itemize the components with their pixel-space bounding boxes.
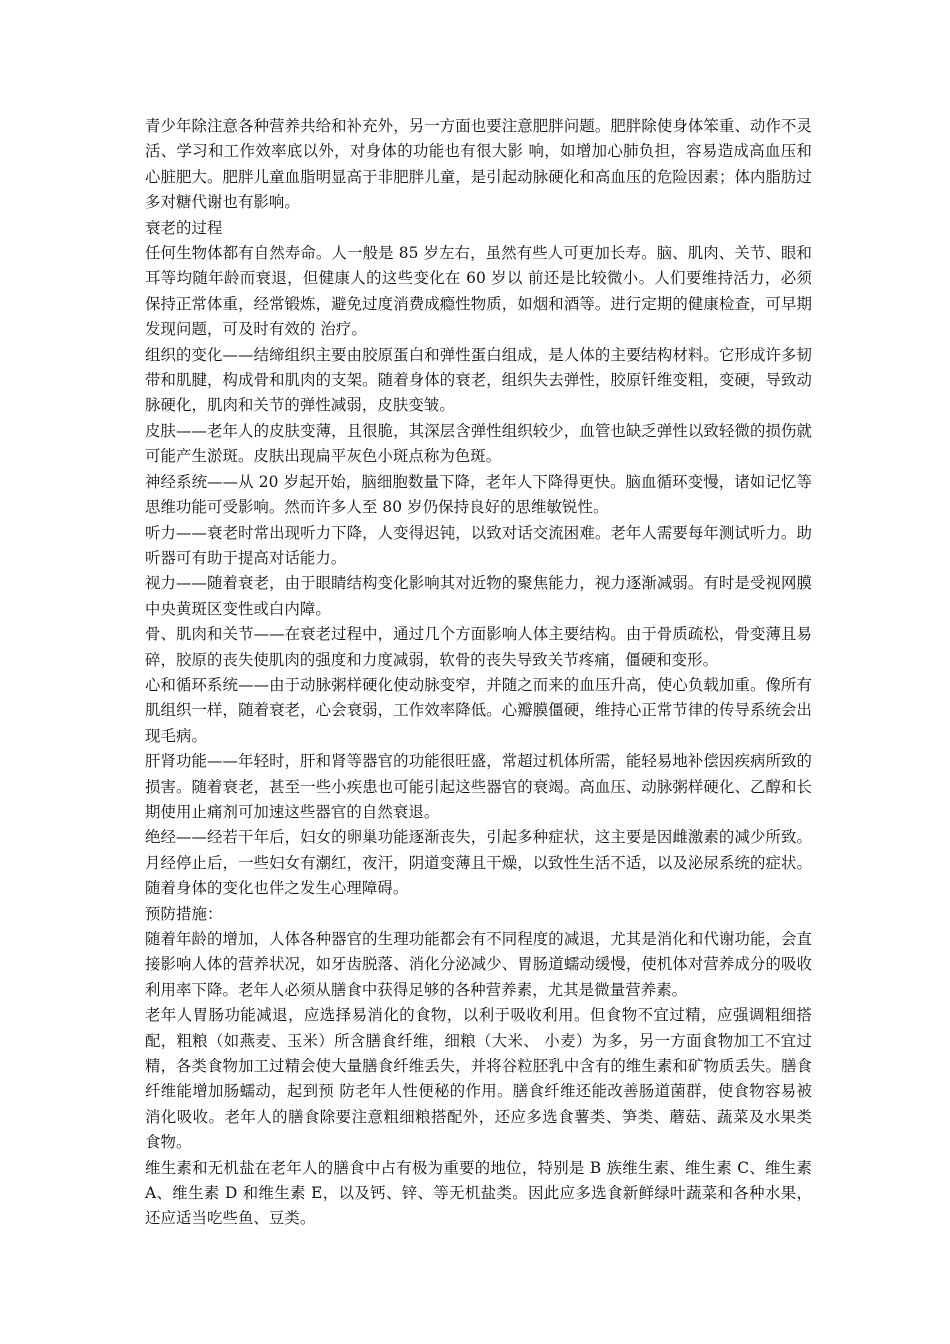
heading-prevention: 预防措施： — [145, 904, 223, 923]
paragraph-organ-decline: 随着年龄的增加，人体各种器官的生理功能都会有不同程度的减退，尤其是消化和代谢功能，会直接影响人体的营养状况，如牙齿脱落、消化分泌减少、胃肠道蠕动缓慢，使机体对营养成分的吸收利用率下降。老年人必须从膳食中获得足够的各种营养素，尤其是微量营养素。 — [145, 930, 812, 999]
paragraph-liver-kidney: 肝肾功能——年轻时，肝和肾等器官的功能很旺盛，常超过机体所需，能轻易地补偿因疾病所致的损害。随着衰老，甚至一些小疾患也可能引起这些器官的衰竭。高血压、动脉粥样硬化、乙醇和长期使用止痛剂可加速这些器官的自然衰退。 — [145, 752, 812, 821]
paragraph-nervous-system: 神经系统——从 20 岁起开始，脑细胞数量下降，老年人下降得更快。脑血循环变慢，诸如记忆等思维功能可受影响。然而许多人至 80 岁仍保持良好的思维敏锐性。 — [145, 472, 812, 517]
paragraph-hearing: 听力——衰老时常出现听力下降，人变得迟钝，以致对话交流困难。老年人需要每年测试听力。助听器可有助于提高对话能力。 — [145, 523, 812, 567]
paragraph-tissue-changes: 组织的变化——结缔组织主要由胶原蛋白和弹性蛋白组成，是人体的主要结构材料。它形成许多韧带和肌腱，构成骨和肌肉的支架。随着身体的衰老，组织失去弹性，胶原钎维变粗，变硬，导致动脉硬化，肌肉和关节的弹性减弱，皮肤变皱。 — [145, 345, 812, 415]
document-body — [145, 114, 812, 1232]
paragraph-bones-muscles-joints: 骨、肌肉和关节——在衰老过程中，通过几个方面影响人体主要结构。由于骨质疏松，骨变薄且易碎，胶原的丧失使肌肉的强度和力度减弱，软骨的丧失导致关节疼痛，僵硬和变形。 — [145, 625, 812, 669]
paragraph-vision: 视力——随着衰老，由于眼睛结构变化影响其对近物的聚焦能力，视力逐渐减弱。有时是受视网膜中央黄斑区变性或白内障。 — [145, 574, 812, 618]
paragraph-heart-circulation: 心和循环系统——由于动脉粥样硬化使动脉变窄，并随之而来的血压升高，使心负载加重。像所有肌组织一样，随着衰老，心会衰弱，工作效率降低。心瓣膜僵硬，维持心正常节律的传导系统会出现毛病。 — [145, 675, 812, 745]
paragraph-obesity: 青少年除注意各种营养共给和补充外，另一方面也要注意肥胖问题。肥胖除使身体笨重、动作不灵活、学习和工作效率底以外，对身体的功能也有很大影 响，如增加心肺负担，容易造成高血压和心脏肥大。肥胖儿童血脂明显高于非肥胖儿童，是引起动脉硬化和高血压的危险因素；体内脂肪过多对糖代谢也有影响。 — [145, 117, 812, 212]
paragraph-digestion-fiber: 老年人胃肠功能减退，应选择易消化的食物，以利于吸收利用。但食物不宜过精，应强调粗细搭配，粗粮（如燕麦、玉米）所含膳食纤维，细粮（大米、 小麦）为多，另一方面食物加工不宜过精，各类食物加工过精会使大量膳食纤维丢失，并将谷粒胚乳中含有的维生素和矿物质丢失。膳食纤维能增加肠蠕动，起到预 防老年人性便秘的作用。膳食纤维还能改善肠道菌群，使食物容易被消化吸收。老年人的膳食除要注意粗细粮搭配外，还应多选食薯类、笋类、蘑菇、蔬菜及水果类 食物。 — [145, 1006, 812, 1152]
paragraph-natural-lifespan: 任何生物体都有自然寿命。人一般是 85 岁左右，虽然有些人可更加长寿。脑、肌肉、关节、眼和耳等均随年龄而衰退，但健康人的这些变化在 60 岁以 前还是比较微小。人们要维持活力，必须保持正常体重，经常锻炼，避免过度消费成瘾性物质，如烟和酒等。进行定期的健康检查，可早期发现问题，可及时有效的 治疗。 — [145, 244, 812, 339]
paragraph-skin: 皮肤——老年人的皮肤变薄，且很脆，其深层含弹性组织较少，血管也缺乏弹性以致轻微的损伤就可能产生淤斑。皮肤出现扁平灰色小斑点称为色斑。 — [145, 421, 812, 466]
paragraph-menopause: 绝经——经若干年后，妇女的卵巢功能逐渐丧失，引起多种症状，这主要是因雌激素的减少所致。月经停止后，一些妇女有潮红，夜汗，阴道变薄且干燥，以致性生活不适，以及泌尿系统的症状。随着身体的变化也伴之发生心理障碍。 — [145, 828, 812, 898]
heading-aging-process: 衰老的过程 — [145, 218, 223, 237]
paragraph-vitamins-minerals: 维生素和无机盐在老年人的膳食中占有极为重要的地位，特别是 B 族维生素、维生素 C、维生素 A、维生素 D 和维生素 E，以及钙、锌、等无机盐类。因此应多选食新鲜绿叶蔬菜和各种水果，还应适当吃些鱼、豆类。 — [145, 1158, 812, 1228]
